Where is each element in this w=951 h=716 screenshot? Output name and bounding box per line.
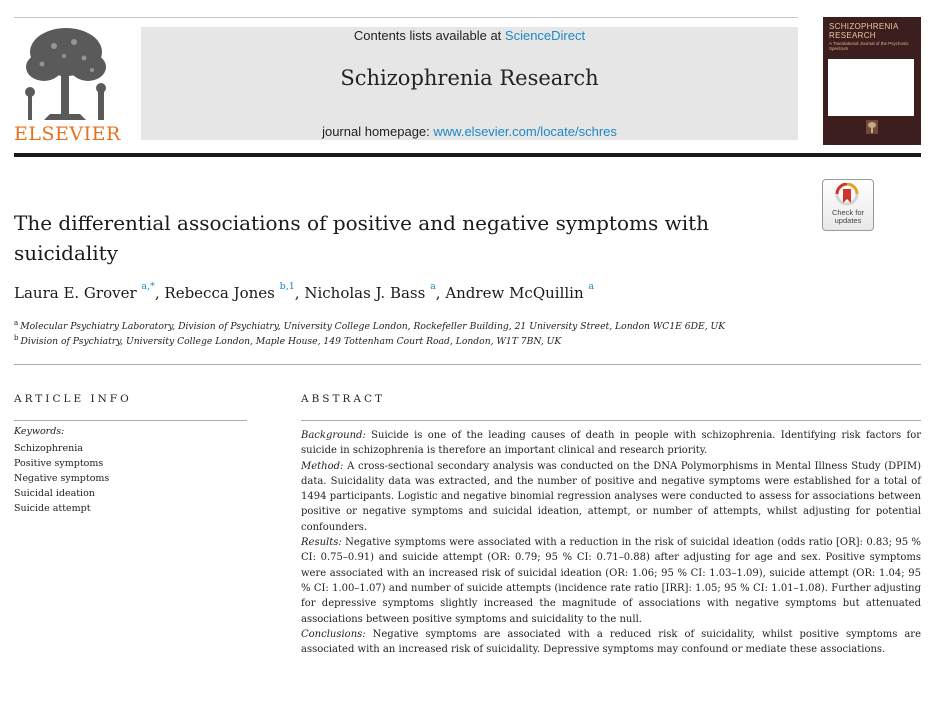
author-affiliation-ref[interactable]: a (430, 281, 436, 292)
affiliation-text: Molecular Psychiatry Laboratory, Division of Psychiatry, University College London, Rockefeller Building, 21 University Street, London WC1E 6DE, UK (20, 321, 726, 332)
cover-title-line2: RESEARCH (829, 31, 876, 40)
homepage-prefix: journal homepage: (322, 124, 434, 139)
cover-subtitle: A Translational Journal of the Psychosis Spectrum (829, 41, 909, 51)
author-name[interactable]: Laura E. Grover (14, 284, 137, 302)
abstract-body (301, 428, 921, 657)
abstract-section-label: Method: (301, 460, 344, 472)
article-info-heading: ARTICLE INFO (14, 393, 132, 405)
abstract-section-text: Negative symptoms are associated with a reduced risk of suicidality, whilst positive symptoms are associated with an increased risk of suicidality. Depressive symptoms may confound or mediate these associations. (301, 628, 921, 656)
sciencedirect-link[interactable]: ScienceDirect (504, 28, 586, 43)
keywords-list (14, 441, 244, 516)
contents-availability-line (141, 28, 798, 43)
check-for-updates-line2: updates (834, 216, 862, 225)
journal-homepage-line (141, 124, 798, 139)
affiliation-label: a (14, 319, 19, 327)
abstract-method (301, 459, 921, 535)
abstract-heading: ABSTRACT (301, 393, 386, 405)
section-divider (14, 364, 921, 365)
affiliation-a (14, 321, 914, 332)
affiliation-b (14, 336, 914, 347)
author-affiliation-ref[interactable]: b,1 (279, 281, 295, 292)
abstract-results (301, 535, 921, 627)
header-divider (14, 153, 921, 157)
keyword: Suicidal ideation (14, 488, 95, 499)
cover-publisher-mark-icon (866, 120, 878, 134)
journal-homepage-link[interactable]: www.elsevier.com/locate/schres (433, 124, 617, 139)
affiliation-text: Division of Psychiatry, University College London, Maple House, 149 Tottenham Court Road, London, W1T 7BN, UK (20, 336, 562, 347)
author-affiliation-ref[interactable]: a (588, 281, 595, 292)
article-title: The differential associations of positive and negative symptoms with suicidality (14, 211, 710, 265)
publisher-wordmark: ELSEVIER (14, 123, 121, 145)
abstract-section-label: Conclusions: (301, 628, 366, 640)
abstract-section-label: Background: (301, 430, 366, 441)
journal-title: Schizophrenia Research (340, 66, 599, 90)
abstract-section-label: Results: (301, 537, 342, 549)
abstract-conclusions (301, 627, 921, 658)
affiliation-label: b (14, 334, 19, 342)
author-affiliation-ref[interactable]: a,* (141, 281, 155, 292)
header-top-rule (14, 17, 798, 18)
author-list: Laura E. Grover $^{a,*}$, Rebecca Jones $^{b,1}$, Nicholas J. Bass $^a$, Andrew McQuillin $^a$ (14, 281, 595, 302)
author-name[interactable]: Andrew McQuillin (445, 284, 584, 302)
abstract-background (301, 428, 921, 459)
abstract-section-text: Suicide is one of the leading causes of death in people with schizophrenia. Identifying risk factors for suicide in schizophrenia is therefore an important clinical and research priority. (301, 430, 921, 457)
check-for-updates-label (822, 209, 874, 225)
keyword: Schizophrenia (14, 443, 83, 454)
article-info-rule (14, 420, 247, 421)
cover-title (829, 22, 919, 40)
contents-prefix: Contents lists available at (353, 28, 505, 43)
author-name[interactable]: Rebecca Jones (164, 284, 275, 302)
keyword: Positive symptoms (14, 458, 104, 469)
abstract-section-text: Negative symptoms were associated with a reduction in the risk of suicidal ideation (odds ratio [OR]: 0.83; 95 % CI: 0.75–0.91) and suicide attempt (OR: 0.79; 95 % CI: 0.71–0.88) after adjusting for age and sex. Positive symptoms were associated with an increased risk of suicidal ideation (OR: 1.06; 95 % CI: 1.03–1.09), suicide attempt (OR: 1.04; 95 % CI: 1.00–1.07) and number of suicide attempts (incidence rate ratio [IRR]: 1.05; 95 % CI: 1.01–1.08). Further adjusting for depressive symptoms slightly increased the magnitude of associations with negative symptoms but attenuated associations between positive symptoms and suicidality to the null. (301, 537, 921, 625)
author-name[interactable]: Nicholas J. Bass (304, 284, 426, 302)
check-for-updates-icon (835, 183, 859, 209)
keyword: Suicide attempt (14, 503, 91, 514)
abstract-section-text: A cross-sectional secondary analysis was conducted on the DNA Polymorphisms in Mental Illness Study (DPIM) data. Suicidality data was extracted, and the number of positive and negative symptoms were established for a total of 1494 participants. Logistic and negative binomial regression analyses were conducted to assess for associations between positive or negative symptoms and suicidal ideation, attempt, or number of attempts, whilst adjusting for potential confounders. (301, 460, 921, 533)
keywords-label: Keywords: (14, 426, 65, 437)
keyword: Negative symptoms (14, 473, 110, 484)
cover-title-line1: SCHIZOPHRENIA (829, 22, 899, 31)
cover-panel (828, 59, 914, 116)
check-for-updates-line1: Check for (831, 208, 865, 217)
abstract-rule (301, 420, 921, 421)
